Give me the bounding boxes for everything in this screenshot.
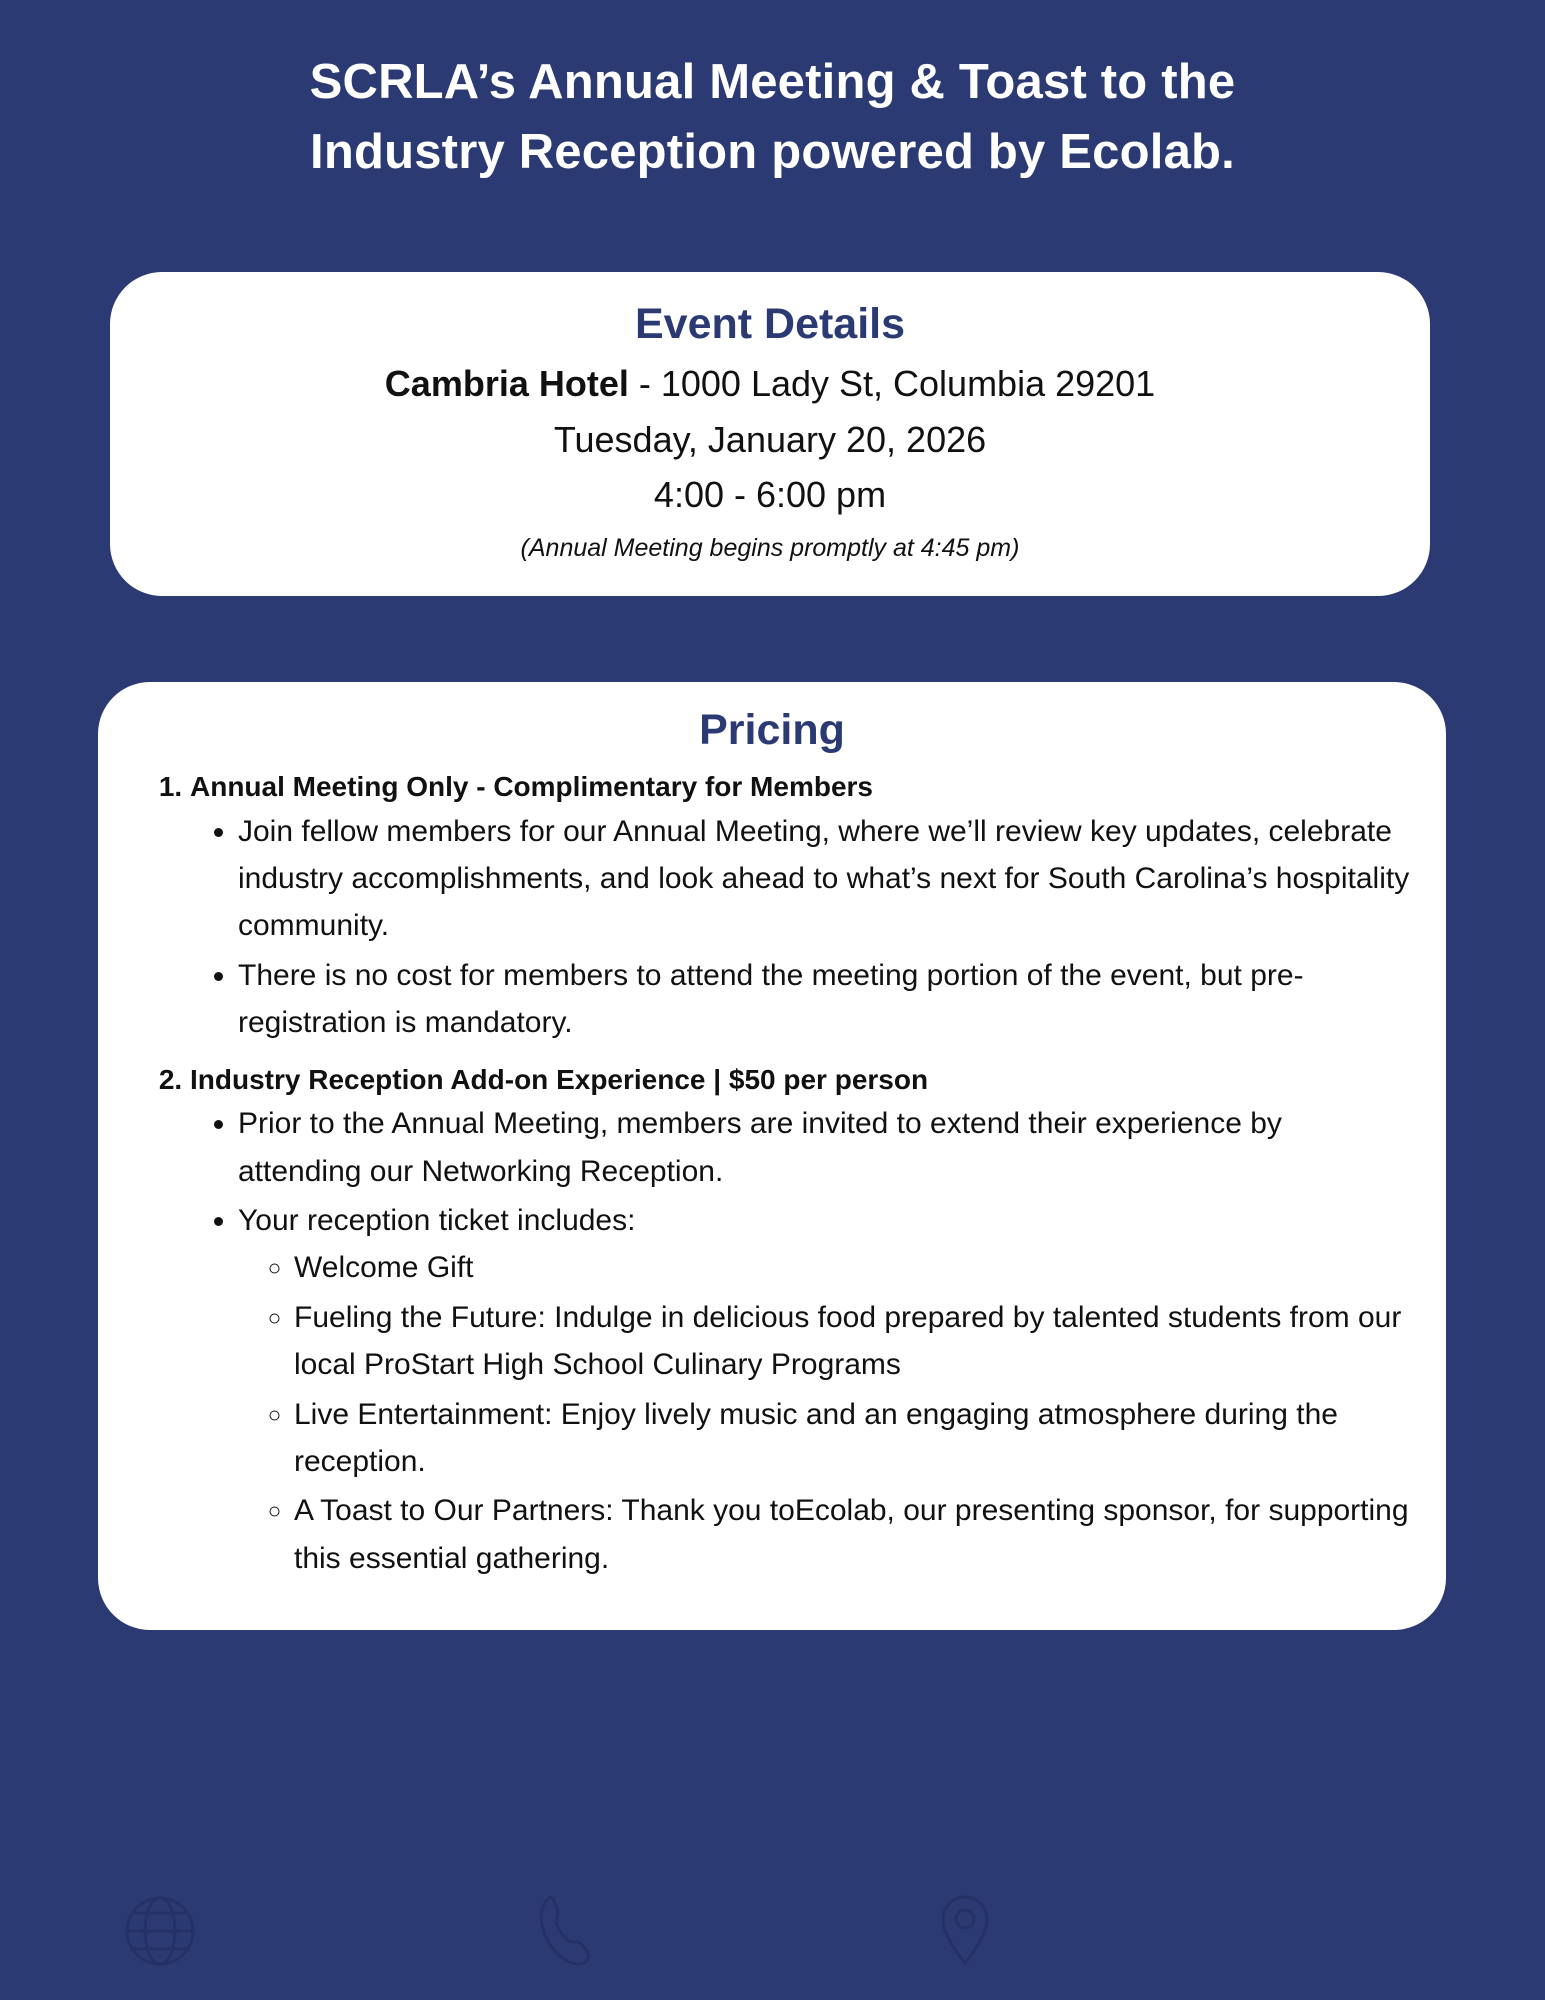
event-venue: Cambria Hotel (384, 362, 629, 404)
list-item-label: Your reception ticket includes: (238, 1204, 636, 1238)
event-note: (Annual Meeting begins promptly at 4:45 pm) (520, 534, 1020, 563)
pricing-tier-list (132, 768, 1412, 1582)
pricing-card (98, 682, 1446, 1630)
list-item: • Prior to the Annual Meeting, members are invited to extend their experience by attending our Networking Reception. (238, 1100, 1412, 1195)
pricing-title: Pricing (699, 706, 845, 754)
list-item: ◦ Welcome Gift (294, 1244, 1412, 1291)
event-time: 4:00 - 6:00 pm (653, 474, 887, 516)
list-item (238, 1197, 1412, 1582)
pricing-tier (190, 1061, 1412, 1583)
footer-icon-row (0, 1862, 1545, 1982)
pricing-tier (190, 768, 1412, 1047)
pricing-tier-bullets (190, 1100, 1412, 1582)
page-title-line-2: Industry Reception powered by Ecolab. (310, 124, 1235, 179)
list-item: • Join fellow members for our Annual Meeting, where we’ll review key updates, celebrate industry accomplishments, and look ahead to what’s next for South Carolina’s hospitality community. (238, 808, 1412, 950)
list-item: ◦ A Toast to Our Partners: Thank you toEcolab, our presenting sponsor, for supporting this essential gathering. (294, 1487, 1412, 1582)
list-item: ◦ Fueling the Future: Indulge in delicious food prepared by talented students from our local ProStart High School Culinary Programs (294, 1294, 1412, 1389)
list-item: ◦ Live Entertainment: Enjoy lively music and an engaging atmosphere during the reception. (294, 1391, 1412, 1486)
pricing-tier-bullets (190, 808, 1412, 1047)
event-address: - 1000 Lady St, Columbia 29201 (628, 362, 1156, 404)
phone-icon (530, 1885, 600, 1982)
pricing-tier-heading: Industry Reception Add-on Experience | $50 per person (190, 1063, 929, 1095)
page-title-line-1: SCRLA’s Annual Meeting & Toast to the (309, 55, 1236, 109)
globe-icon (120, 1885, 200, 1982)
event-details-title: Event Details (634, 300, 906, 348)
pricing-tier-heading: Annual Meeting Only - Complimentary for Members (190, 770, 873, 802)
location-pin-icon (930, 1885, 1000, 1982)
page-title (110, 48, 1435, 187)
header (0, 0, 1545, 187)
event-details-card (110, 272, 1430, 596)
event-date: Tuesday, January 20, 2026 (553, 418, 987, 460)
list-item: • There is no cost for members to attend the meeting portion of the event, but pre-registration is mandatory. (238, 952, 1412, 1047)
event-venue-line (150, 356, 1390, 412)
reception-includes-list (238, 1244, 1412, 1582)
